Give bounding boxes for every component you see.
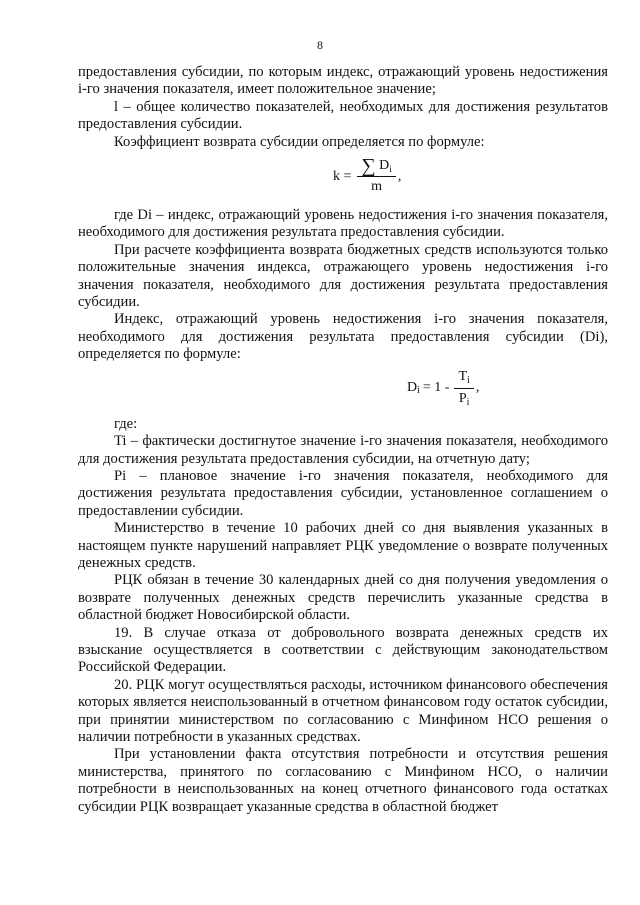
formula-fraction [357,157,395,196]
paragraph: 19. В случае отказа от добровольного возврата денежных средств их взыскание осуществляется в соответствии с действующим законодательством Российской Федерации. [78,624,608,676]
formula-eq: = 1 - [422,380,450,396]
formula-num-sub: i [467,374,470,386]
paragraph: l – общее количество показателей, необходимых для достижения результатов предоставления субсидии. [78,98,608,133]
formula-num-var: T [458,368,468,384]
formula-tail: , [475,380,480,396]
paragraph: Индекс, отражающий уровень недостижения i-го значения показателя, необходимого для достижения результата предоставления субсидии (Di), определяется по формуле: [78,311,608,363]
formula-lhs-sub: i [417,385,420,397]
paragraph: При установлении факта отсутствия потребности и отсутствия решения министерства, принятого по согласованию с Минфином НСО, о наличии потребности в неиспользованных на конец отчетного финансового года остатках субсидии РЦК возвращает указанные средства в областной бюджет [78,746,608,815]
formula-index [78,364,608,416]
paragraph: где: [114,415,138,432]
paragraph: РЦК обязан в течение 30 календарных дней со дня получения уведомления о возврате полученных денежных средств перечислить указанные средства в областной бюджет Новосибирской области. [78,572,608,624]
formula-return-coefficient [78,151,608,207]
sigma-symbol: ∑ [361,155,376,178]
document-body [78,64,608,816]
formula-numerator-var: D [379,158,390,174]
formula-denominator: m [371,179,383,195]
paragraph: Министерство в течение 10 рабочих дней со дня выявления указанных в настоящем пункте нарушений направляет РЦК уведомление о возврате полученных денежных средств. [78,520,608,571]
formula-lhs: k = [333,168,352,184]
paragraph: Ti – фактически достигнутое значение i-го значения показателя, необходимого для достижения результата предоставления субсидии, на отчетную дату; [78,433,608,467]
paragraph: где Di – индекс, отражающий уровень недостижения i-го значения показателя, необходимого для достижения результата предоставления субсидии. [78,207,608,241]
formula-den-sub: i [466,396,470,408]
page-number: 8 [317,38,323,52]
paragraph: 20. РЦК могут осуществляться расходы, источником финансового обеспечения которых является неиспользованный в отчетном финансовом году остаток субсидии, при принятии министерством по согласованию с Минфином НСО решения о наличии потребности в указанных средствах. [78,676,608,745]
paragraph: предоставления субсидии, по которым индекс, отражающий уровень недостижения i-го значения показателя, имеет положительное значение; [78,64,608,98]
formula-lhs-var: D [407,380,418,396]
formula-den-var: P [458,390,467,406]
paragraph: Pi – плановое значение i-го значения показателя, необходимого для достижения результата предоставления субсидии, установленное соглашением о предоставлении субсидии. [78,467,608,519]
paragraph: При расчете коэффициента возврата бюджетных средств используются только положительные значения индекса, отражающего уровень недостижения i-го значения показателя, необходимого для достижения результата предоставления субсидии. [78,241,608,311]
formula-tail: , [397,168,402,184]
paragraph: Коэффициент возврата субсидии определяется по формуле: [114,133,485,150]
formula-numerator-sub: i [389,164,392,175]
formula-fraction [454,368,473,409]
